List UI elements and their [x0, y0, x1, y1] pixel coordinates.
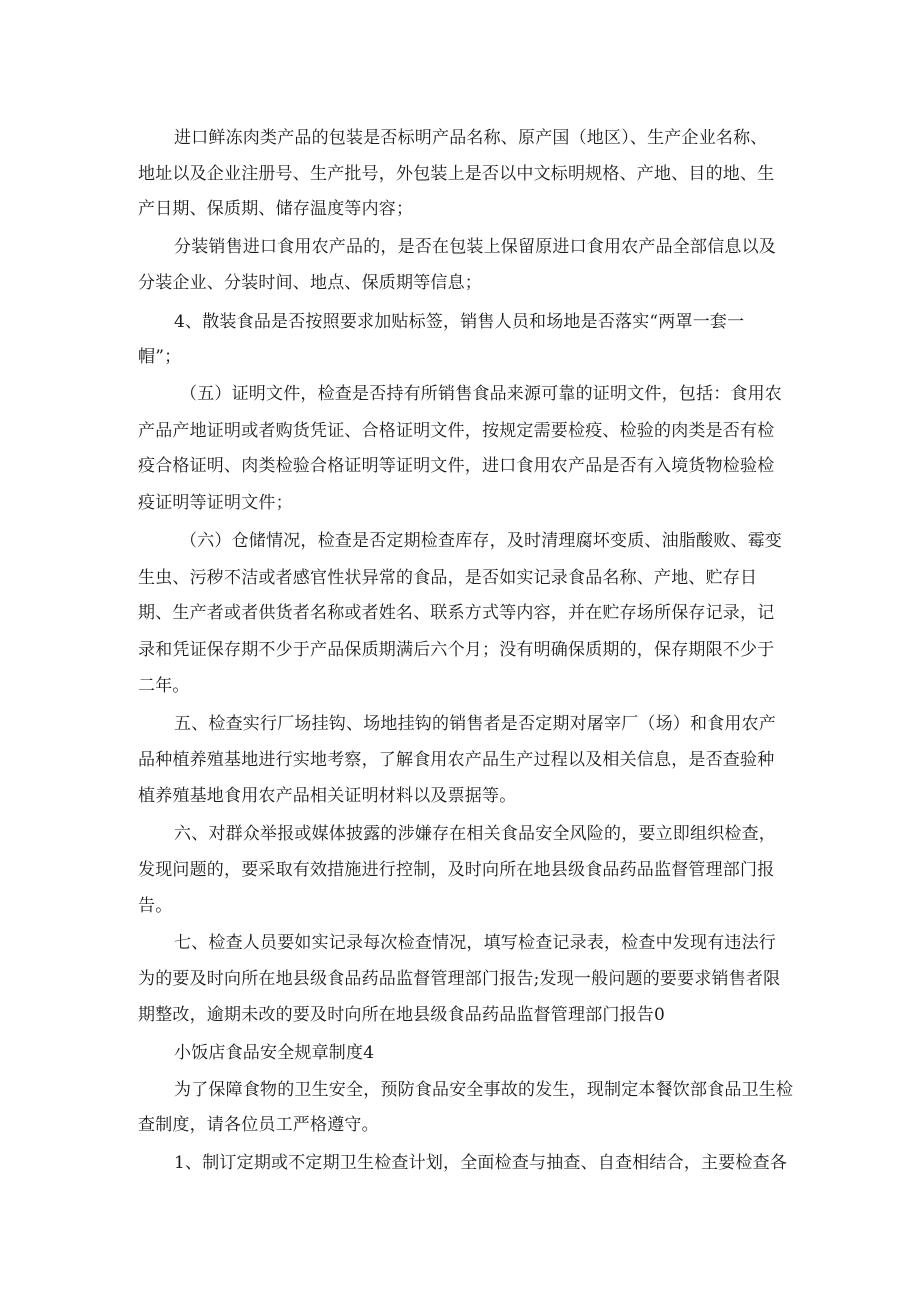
- section-heading: 小饭店食品安全规章制度4: [174, 1043, 375, 1063]
- text-line: 为的要及时向所在地县级食品药品监督管理部门报告;发现一般问题的要要求销售者限: [138, 969, 781, 989]
- text-line: 期、生产者或者供货者名称或者姓名、联系方式等内容，并在贮存场所保存记录，记: [138, 603, 775, 623]
- text-line: 4、散装食品是否按照要求加贴标签，销售人员和场地是否落实“两罩一套一: [174, 312, 745, 332]
- text-line: 五、检查实行厂场挂钩、场地挂钩的销售者是否定期对屠宰厂（场）和食用农产: [174, 714, 776, 734]
- text-line: 疫证明等证明文件；: [138, 493, 293, 513]
- text-line: 期整改，逾期未改的要及时向所在地县级食品药品监督管理部门报告0: [138, 1005, 666, 1025]
- text-line: 生虫、污秽不洁或者感官性状异常的食品，是否如实记录食品名称、产地、贮存日: [138, 568, 758, 588]
- text-line: 进口鲜冻肉类产品的包装是否标明产品名称、原产国（地区）、生产企业名称、: [174, 128, 768, 148]
- text-line: 七、检查人员要如实记录每次检查情况，填写检查记录表，检查中发现有违法行: [174, 933, 776, 953]
- text-line: 为了保障食物的卫生安全，预防食品安全事故的发生，现制定本餐饮部食品卫生检: [174, 1080, 794, 1100]
- text-line: 六、对群众举报或媒体披露的涉嫌存在相关食品安全风险的，要立即组织检查，: [174, 824, 776, 844]
- text-line: 疫合格证明、肉类检验合格证明等证明文件，进口食用农产品是否有入境货物检验检: [138, 456, 775, 476]
- text-line: （六）仓储情况，检查是否定期检查库存，及时清理腐坏变质、油脂酸败、霉变: [180, 531, 782, 551]
- text-line: 查制度，请各位员工严格遵守。: [138, 1115, 379, 1135]
- text-line: 产品产地证明或者购货凭证、合格证明文件，按规定需要检疫、检验的肉类是否有检: [138, 421, 775, 441]
- text-line: 二年。: [138, 676, 190, 696]
- text-line: 产日期、保质期、储存温度等内容；: [138, 199, 414, 219]
- text-line: 发现问题的，要采取有效措施进行控制，及时向所在地县级食品药品监督管理部门报: [138, 860, 775, 880]
- text-line: 告。: [138, 896, 173, 916]
- text-line: 植养殖基地食用农产品相关证明材料以及票据等。: [138, 786, 517, 806]
- text-line: 录和凭证保存期不少于产品保质期满后六个月；没有明确保质期的，保存期限不少于: [138, 640, 775, 660]
- text-line: 品种植养殖基地进行实地考察，了解食用农产品生产过程以及相关信息，是否查验种: [138, 750, 775, 770]
- text-line: 分装企业、分装时间、地点、保质期等信息；: [138, 273, 482, 293]
- text-line: 帽”；: [138, 347, 182, 367]
- text-line: （五）证明文件，检查是否持有所销售食品来源可靠的证明文件，包括：食用农: [180, 384, 782, 404]
- text-line: 地址以及企业注册号、生产批号，外包装上是否以中文标明规格、产地、目的地、生: [138, 164, 775, 184]
- text-line: 1、制订定期或不定期卫生检查计划，全面检查与抽查、自查相结合，主要检查各: [174, 1153, 788, 1173]
- text-line: 分装销售进口食用农产品的，是否在包装上保留原进口食用农产品全部信息以及: [174, 237, 776, 257]
